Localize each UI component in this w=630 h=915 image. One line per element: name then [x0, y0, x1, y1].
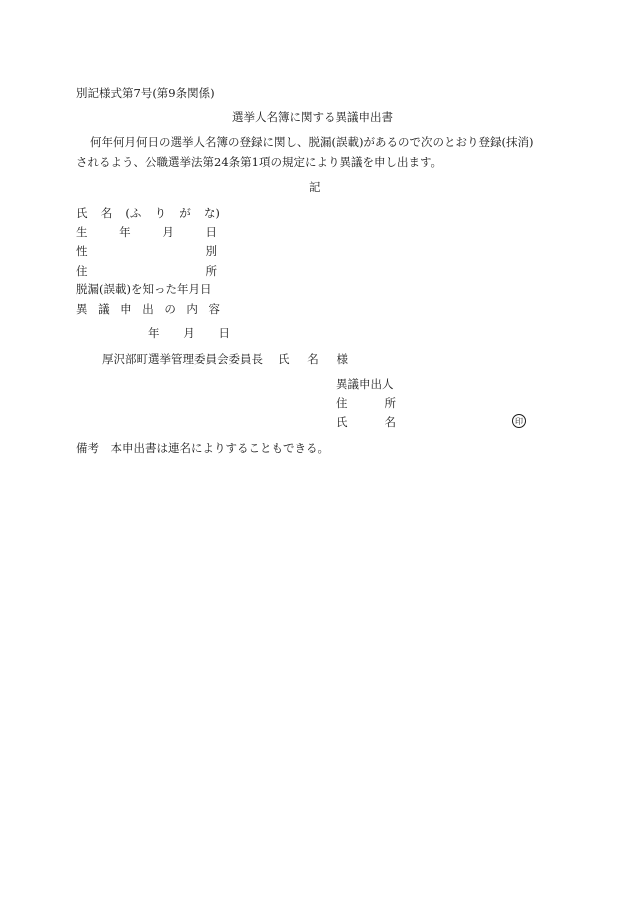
field-content-label: 異 議 申 出 の 内 容: [76, 302, 220, 316]
applicant-heading: 異議申出人: [336, 377, 394, 391]
recipient-title: 厚沢部町選挙管理委員会委員長: [102, 352, 263, 366]
applicant-address-label: 住 所: [336, 396, 396, 410]
recipient-name: 氏 名 様: [278, 352, 348, 366]
body-text-line-2: されるよう、公職選挙法第24条第1項の規定により異議を申し出ます。: [76, 155, 443, 169]
seal-mark: 印: [512, 414, 526, 428]
field-name-label: 氏 名 (ふ り が な): [76, 206, 220, 220]
applicant-name-label: 氏 名: [336, 415, 396, 429]
field-discovered-date-label: 脱漏(誤載)を知った年月日: [76, 282, 212, 296]
body-text-line-1: 何年何月何日の選挙人名簿の登録に関し、脱漏(誤載)があるので次のとおり登録(抹消): [90, 135, 534, 149]
document-title: 選挙人名簿に関する異議申出書: [232, 110, 393, 124]
ki-marker: 記: [309, 180, 321, 194]
field-birth-label: 生 年 月 日: [76, 225, 217, 239]
field-address-label: 住 所: [76, 264, 217, 278]
submission-date: 年 月 日: [148, 326, 230, 340]
remarks-note: 備考 本申出書は連名によりすることもできる。: [76, 441, 329, 455]
field-gender-label: 性 別: [76, 244, 217, 258]
form-reference: 別記様式第7号(第9条関係): [76, 86, 215, 100]
